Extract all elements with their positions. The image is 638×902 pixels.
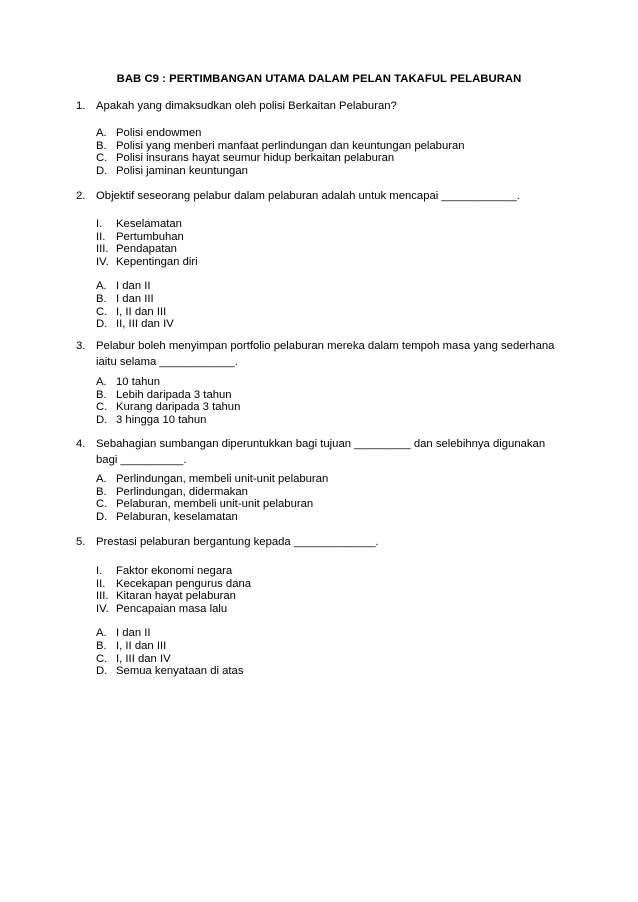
option-label: D. bbox=[96, 164, 108, 177]
statement-item bbox=[96, 231, 566, 244]
option-label: B. bbox=[96, 139, 107, 152]
statement-label: III. bbox=[96, 243, 109, 256]
question-5 bbox=[76, 532, 566, 678]
answer-option bbox=[96, 127, 566, 140]
question-number: 5. bbox=[76, 536, 86, 548]
statement-label: IV. bbox=[96, 255, 109, 268]
question-text: Objektif seseorang pelabur dalam pelaburan adalah untuk mencapai ____________. bbox=[96, 190, 520, 202]
option-label: A. bbox=[96, 280, 107, 293]
answer-option bbox=[96, 511, 566, 524]
statement-list bbox=[96, 218, 566, 268]
answer-option bbox=[96, 165, 566, 178]
answer-option bbox=[96, 473, 566, 486]
option-text: 10 tahun bbox=[116, 376, 160, 388]
question-1 bbox=[76, 96, 566, 177]
option-label: B. bbox=[96, 388, 107, 401]
answer-option bbox=[96, 389, 566, 402]
answer-option bbox=[96, 486, 566, 499]
option-text: Polisi endowmen bbox=[116, 127, 202, 139]
option-text: I dan III bbox=[116, 292, 154, 305]
answer-option bbox=[96, 498, 566, 511]
answer-options bbox=[96, 376, 566, 426]
statement-item bbox=[96, 590, 566, 603]
option-label: D. bbox=[96, 665, 108, 678]
answer-option bbox=[96, 318, 566, 331]
statement-item bbox=[96, 256, 566, 269]
answer-option bbox=[96, 640, 566, 653]
option-text: Polisi yang menberi manfaat perlindungan dan keuntungan pelaburan bbox=[116, 139, 465, 152]
statement-label: IV. bbox=[96, 602, 109, 615]
page-title: BAB C9 : PERTIMBANGAN UTAMA DALAM PELAN TAKAFUL PELABURAN bbox=[116, 73, 522, 85]
statement-text: Keselamatan bbox=[116, 218, 182, 230]
question-number: 1. bbox=[76, 100, 86, 112]
answer-options bbox=[96, 627, 566, 677]
answer-option bbox=[96, 376, 566, 389]
option-text: Polisi insurans hayat seumur hidup berkaitan pelaburan bbox=[116, 152, 395, 165]
option-label: A. bbox=[96, 376, 107, 388]
question-stem bbox=[76, 532, 566, 552]
option-text: Kurang daripada 3 tahun bbox=[116, 401, 241, 414]
statement-label: III. bbox=[96, 590, 109, 603]
statement-text: Pertumbuhan bbox=[116, 230, 184, 243]
option-text: Pelaburan, keselamatan bbox=[116, 510, 238, 523]
answer-option bbox=[96, 280, 566, 293]
option-text: Perlindungan, didermakan bbox=[116, 485, 248, 498]
option-label: D. bbox=[96, 510, 108, 523]
statement-text: Faktor ekonomi negara bbox=[116, 565, 233, 577]
question-2 bbox=[76, 186, 566, 331]
answer-options bbox=[96, 473, 566, 523]
option-text: I, II dan III bbox=[116, 639, 167, 652]
answer-option bbox=[96, 140, 566, 153]
answer-options bbox=[96, 280, 566, 330]
statement-label: II. bbox=[96, 230, 106, 243]
answer-option bbox=[96, 627, 566, 640]
option-label: D. bbox=[96, 413, 108, 426]
option-label: A. bbox=[96, 627, 107, 640]
option-text: I, II dan III bbox=[116, 305, 167, 318]
option-text: Perlindungan, membeli unit-unit pelaburan bbox=[116, 473, 329, 485]
statement-label: II. bbox=[96, 577, 106, 590]
statement-text: Kepentingan diri bbox=[116, 255, 198, 268]
option-text: 3 hingga 10 tahun bbox=[116, 413, 207, 426]
option-text: I, III dan IV bbox=[116, 652, 171, 665]
option-text: Polisi jaminan keuntungan bbox=[116, 164, 248, 177]
statement-item bbox=[96, 218, 566, 231]
option-label: B. bbox=[96, 292, 107, 305]
question-text: Sebahagian sumbangan diperuntukkan bagi tujuan _________ dan selebihnya digunakan bagi __________. bbox=[96, 438, 546, 466]
question-number: 3. bbox=[76, 340, 86, 352]
answer-option bbox=[96, 401, 566, 414]
option-label: C. bbox=[96, 652, 108, 665]
option-text: Lebih daripada 3 tahun bbox=[116, 388, 232, 401]
question-stem bbox=[76, 434, 566, 466]
option-text: I dan II bbox=[116, 627, 151, 640]
statement-text: Pendapatan bbox=[116, 243, 177, 256]
option-label: B. bbox=[96, 485, 107, 498]
option-text: II, III dan IV bbox=[116, 318, 174, 331]
answer-option bbox=[96, 653, 566, 666]
statement-item bbox=[96, 243, 566, 256]
statement-text: Pencapaian masa lalu bbox=[116, 602, 228, 615]
question-3 bbox=[76, 336, 566, 426]
option-label: C. bbox=[96, 401, 108, 414]
answer-option bbox=[96, 665, 566, 678]
answer-option bbox=[96, 293, 566, 306]
statement-text: Kitaran hayat pelaburan bbox=[116, 590, 236, 603]
statement-text: Kecekapan pengurus dana bbox=[116, 577, 252, 590]
statement-item bbox=[96, 603, 566, 616]
question-text: Apakah yang dimaksudkan oleh polisi Berkaitan Pelaburan? bbox=[96, 100, 397, 112]
option-label: C. bbox=[96, 305, 108, 318]
answer-option bbox=[96, 152, 566, 165]
option-text: I dan II bbox=[116, 280, 151, 293]
question-text: Pelabur boleh menyimpan portfolio pelaburan mereka dalam tempoh masa yang sederhana iaitu selama ____________. bbox=[96, 340, 555, 368]
question-number: 2. bbox=[76, 190, 86, 202]
option-label: C. bbox=[96, 152, 108, 165]
question-4 bbox=[76, 434, 566, 523]
answer-options bbox=[96, 127, 566, 177]
question-number: 4. bbox=[76, 438, 86, 450]
answer-option bbox=[96, 306, 566, 319]
question-stem bbox=[76, 336, 566, 368]
option-label: A. bbox=[96, 473, 107, 485]
statement-item bbox=[96, 578, 566, 591]
statement-list bbox=[96, 565, 566, 615]
option-label: D. bbox=[96, 318, 108, 331]
option-text: Pelaburan, membeli unit-unit pelaburan bbox=[116, 498, 314, 511]
statement-item bbox=[96, 565, 566, 578]
option-text: Semua kenyataan di atas bbox=[116, 665, 244, 678]
option-label: B. bbox=[96, 639, 107, 652]
option-label: C. bbox=[96, 498, 108, 511]
option-label: A. bbox=[96, 127, 107, 139]
statement-label: I. bbox=[96, 218, 103, 230]
statement-label: I. bbox=[96, 565, 103, 577]
question-stem bbox=[76, 96, 566, 116]
question-text: Prestasi pelaburan bergantung kepada _____________. bbox=[96, 536, 379, 548]
question-stem bbox=[76, 186, 566, 206]
answer-option bbox=[96, 414, 566, 427]
